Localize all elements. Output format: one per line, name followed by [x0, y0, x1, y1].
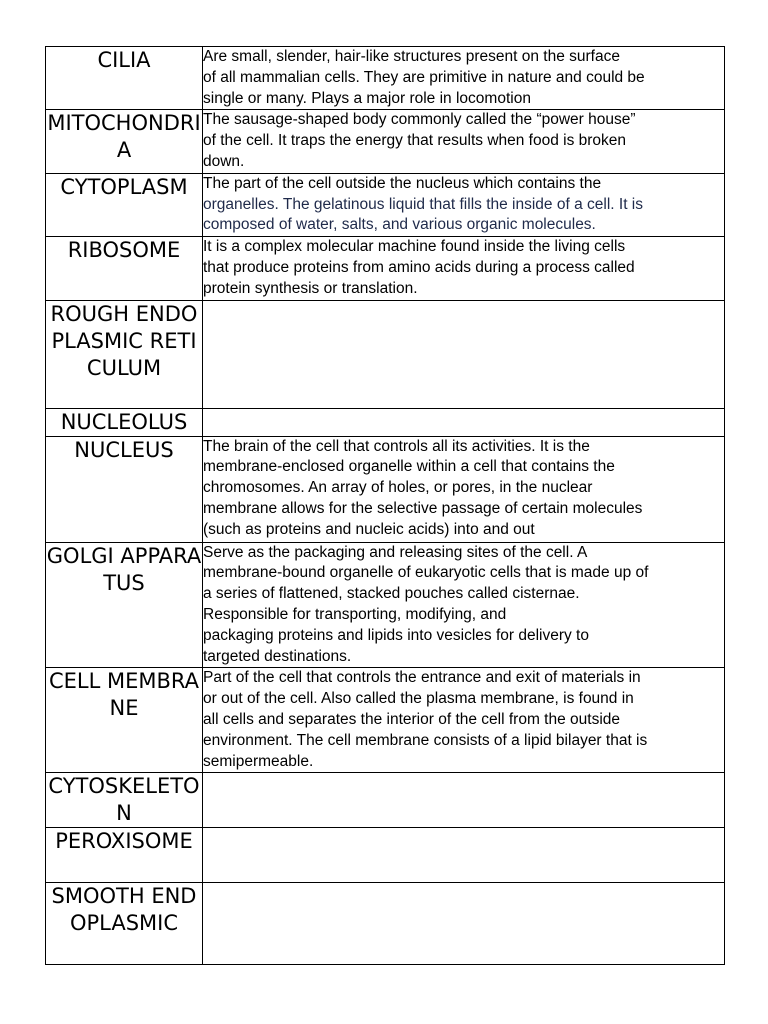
definition-cell: [203, 436, 725, 542]
definition-line: organelles. The gelatinous liquid that fills the inside of a cell. It is: [203, 195, 643, 213]
definition-cell: [203, 237, 725, 300]
definition-line: a series of flattened, stacked pouches called cisternae.: [203, 585, 580, 603]
table-row: [46, 828, 725, 883]
definition-line: membrane-bound organelle of eukaryotic cells that is made up of: [203, 564, 649, 582]
definition-line: semipermeable.: [203, 752, 314, 770]
definition-line: environment. The cell membrane consists of a lipid bilayer that is: [203, 731, 648, 749]
definition-line: that produce proteins from amino acids during a process called: [203, 258, 635, 276]
term-cell: NUCLEUS: [46, 436, 203, 542]
definition-cell: [203, 110, 725, 173]
definition-line: The part of the cell outside the nucleus which contains the: [203, 174, 602, 192]
table-row: [46, 47, 725, 110]
definition-line: It is a complex molecular machine found inside the living cells: [203, 238, 626, 256]
definition-cell-empty: [203, 408, 725, 436]
definition-line: membrane allows for the selective passage of certain molecules: [203, 499, 643, 517]
definition-cell: [203, 668, 725, 773]
table-row: [46, 110, 725, 173]
definition-line: or out of the cell. Also called the plasma membrane, is found in: [203, 690, 634, 708]
definition-line: down.: [203, 152, 245, 170]
table-row: [46, 542, 725, 668]
definition-line: single or many. Plays a major role in locomotion: [203, 89, 531, 107]
term-cell: ROUGH ENDOPLASMIC RETICULUM: [46, 300, 203, 408]
term-cell: CILIA: [46, 47, 203, 110]
term-cell: MITOCHONDRIA: [46, 110, 203, 173]
definition-line: of the cell. It traps the energy that results when food is broken: [203, 132, 627, 150]
table-row: [46, 883, 725, 965]
definition-line: protein synthesis or translation.: [203, 279, 418, 297]
table-row: [46, 408, 725, 436]
definition-line: chromosomes. An array of holes, or pores, in the nuclear: [203, 479, 593, 497]
definition-line: Serve as the packaging and releasing sites of the cell. A: [203, 543, 588, 561]
definition-line: composed of water, salts, and various organic molecules.: [203, 216, 596, 234]
definition-line: packaging proteins and lipids into vesicles for delivery to: [203, 626, 589, 644]
definition-cell: [203, 542, 725, 668]
term-cell: PEROXISOME: [46, 828, 203, 883]
table-row: [46, 173, 725, 236]
term-cell: CYTOSKELETON: [46, 773, 203, 828]
table-row: [46, 436, 725, 542]
term-cell: NUCLEOLUS: [46, 408, 203, 436]
definition-line: Are small, slender, hair-like structures present on the surface: [203, 48, 620, 65]
definition-line: Responsible for transporting, modifying, and: [203, 605, 507, 623]
definition-cell-empty: [203, 300, 725, 408]
organelle-table: [45, 46, 725, 965]
definition-cell-empty: [203, 773, 725, 828]
table-row: [46, 668, 725, 773]
definition-line: The sausage-shaped body commonly called the “power house”: [203, 111, 636, 129]
definition-cell: [203, 173, 725, 236]
term-cell: CELL MEMBRANE: [46, 668, 203, 773]
definition-line: of all mammalian cells. They are primitive in nature and could be: [203, 68, 645, 86]
definition-line: targeted destinations.: [203, 647, 352, 665]
term-cell: SMOOTH ENDOPLASMIC: [46, 883, 203, 965]
definition-cell-empty: [203, 828, 725, 883]
term-cell: RIBOSOME: [46, 237, 203, 300]
definition-line: Part of the cell that controls the entrance and exit of materials in: [203, 669, 641, 687]
definition-cell: [203, 47, 725, 110]
table-row: [46, 773, 725, 828]
term-cell: GOLGI APPARATUS: [46, 542, 203, 668]
table-row: [46, 300, 725, 408]
definition-cell-empty: [203, 883, 725, 965]
definition-line: (such as proteins and nucleic acids) into and out: [203, 520, 535, 538]
term-cell: CYTOPLASM: [46, 173, 203, 236]
definition-line: The brain of the cell that controls all its activities. It is the: [203, 437, 590, 455]
definition-line: membrane-enclosed organelle within a cell that contains the: [203, 458, 615, 476]
definition-line: all cells and separates the interior of the cell from the outside: [203, 710, 621, 728]
table-row: [46, 237, 725, 300]
